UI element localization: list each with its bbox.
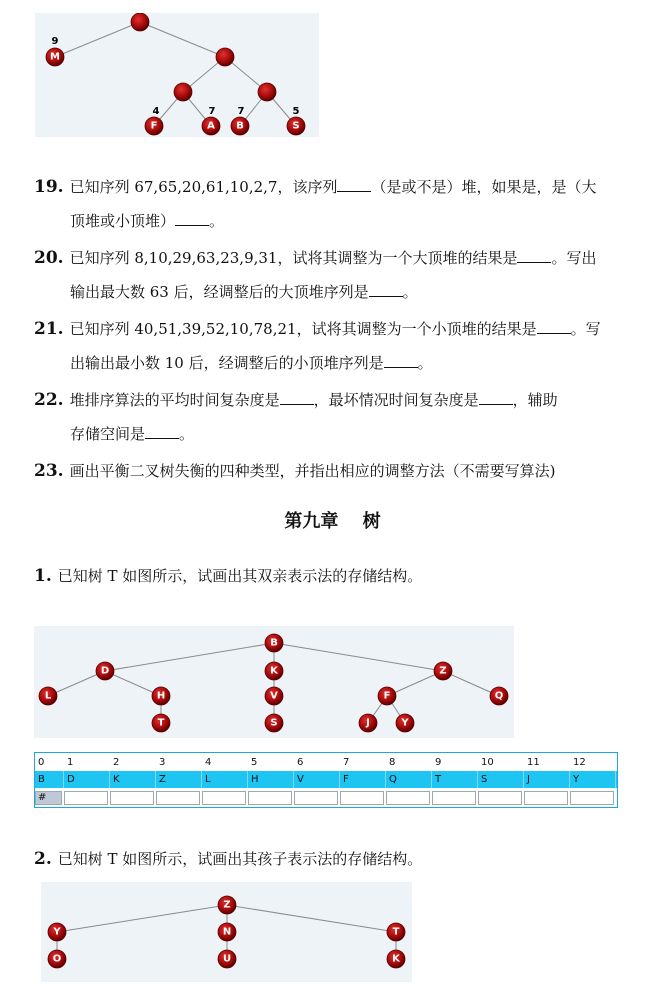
question-text: 画出平衡二叉树失衡的四种类型，并指出相应的调整方法（不需要写算法) (69, 462, 556, 480)
parent-input-cell[interactable] (478, 791, 522, 805)
answer-blank (145, 424, 179, 439)
heap-node-a-num: 7 (208, 106, 216, 117)
question-text: 。 (209, 212, 225, 230)
heap-node-m-label: M (50, 51, 60, 63)
question-number: 23. (34, 461, 64, 481)
tree1-node-f-label: F (383, 690, 391, 702)
tree-figure-2-svg (41, 882, 412, 982)
array-data-cell: Y (570, 771, 616, 788)
parent-input-cell[interactable] (386, 791, 430, 805)
chapter-title: 第九章 树 (284, 511, 381, 532)
ch9-question-1 (34, 559, 624, 593)
heap-figure-svg (35, 13, 319, 137)
tree1-node-v-label: V (270, 690, 278, 702)
tree2-node-o-label: O (52, 953, 62, 965)
question-text: 已知序列 67,65,20,61,10,2,7，该序列 (69, 178, 338, 196)
parent-input-cell[interactable] (156, 791, 200, 805)
parent-cell-root: # (35, 791, 62, 805)
array-index: 4 (205, 757, 212, 768)
array-index: 0 (38, 757, 45, 768)
array-data-cell: B (35, 771, 64, 788)
question-text: 。写 (570, 320, 601, 338)
array-index: 9 (435, 757, 442, 768)
tree-figure-1-svg (34, 626, 514, 738)
heap-node-b-num: 7 (237, 106, 245, 117)
question-text: 存储空间是 (70, 425, 146, 443)
array-data-cell: H (248, 771, 294, 788)
array-index: 11 (527, 757, 540, 768)
question-text: 堆排序算法的平均时间复杂度是 (69, 391, 280, 409)
array-index: 1 (67, 757, 74, 768)
answer-blank (479, 390, 513, 405)
heap-node-f-num: 4 (152, 106, 160, 117)
parent-input-cell[interactable] (248, 791, 292, 805)
heap-node-rl (174, 83, 192, 101)
tree-figure-1 (34, 626, 514, 738)
answer-blank (175, 211, 209, 226)
array-data-cell: F (340, 771, 386, 788)
tree1-node-k-label: K (270, 665, 278, 677)
array-data-cell: L (202, 771, 248, 788)
array-data-cell: T (432, 771, 478, 788)
heap-node-f-label: F (150, 120, 158, 132)
parent-input-cell[interactable] (524, 791, 568, 805)
question-text: 已知树 T 如图所示，试画出其双亲表示法的存储结构。 (57, 567, 423, 585)
question-text: 出输出最小数 10 后，经调整后的小顶堆序列是 (70, 354, 384, 372)
answer-blank (537, 319, 571, 334)
array-data-cell: J (524, 771, 570, 788)
question-text: 顶堆或小顶堆） (70, 212, 176, 230)
array-data-cell: S (478, 771, 524, 788)
array-index: 8 (389, 757, 396, 768)
array-index: 5 (251, 757, 258, 768)
tree1-node-j-label: J (366, 717, 370, 729)
ch9-question-2 (34, 842, 624, 876)
heap-root-node (131, 13, 149, 31)
tree1-node-d-label: D (100, 665, 110, 677)
parent-input-cell[interactable] (202, 791, 246, 805)
question-text: 。 (417, 354, 433, 372)
array-data-cell: Z (156, 771, 202, 788)
tree1-node-h-label: H (156, 690, 166, 702)
question-text: 已知序列 8,10,29,63,23,9,31，试将其调整为一个大顶堆的结果是 (69, 249, 518, 267)
question-text: 已知序列 40,51,39,52,10,78,21，试将其调整为一个小顶堆的结果是 (69, 320, 537, 338)
array-index: 12 (573, 757, 586, 768)
tree2-node-n-label: N (222, 926, 232, 938)
heap-node-s-label: S (292, 120, 300, 132)
question-20 (34, 241, 624, 309)
question-number: 1. (34, 566, 52, 586)
question-text: 已知树 T 如图所示，试画出其孩子表示法的存储结构。 (57, 850, 423, 868)
array-data-cell: V (294, 771, 340, 788)
tree2-node-z-label: Z (223, 899, 231, 911)
parent-input-cell[interactable] (570, 791, 614, 805)
array-index: 7 (343, 757, 350, 768)
tree-figure-2 (41, 882, 412, 982)
answer-blank (384, 353, 418, 368)
tree1-node-q-label: Q (494, 690, 504, 702)
question-19 (34, 170, 624, 238)
question-23 (34, 454, 624, 488)
question-text: 。 (402, 283, 418, 301)
parent-input-cell[interactable] (432, 791, 476, 805)
answer-blank (369, 282, 403, 297)
tree2-node-u-label: U (222, 953, 232, 965)
array-index: 10 (481, 757, 494, 768)
array-data-cell: K (110, 771, 156, 788)
question-22 (34, 383, 624, 451)
question-number: 20. (34, 248, 64, 268)
question-number: 2. (34, 849, 52, 869)
question-text: 输出最大数 63 后，经调整后的大顶堆序列是 (70, 283, 369, 301)
array-index: 2 (113, 757, 120, 768)
tree1-node-b-label: B (270, 637, 278, 649)
heap-node-s-num: 5 (292, 106, 300, 117)
tree2-node-y-label: Y (53, 926, 61, 938)
tree1-node-z-label: Z (439, 665, 447, 677)
question-number: 21. (34, 319, 64, 339)
answer-blank (280, 390, 314, 405)
question-number: 19. (34, 177, 64, 197)
heap-node-m-num: 9 (51, 36, 59, 47)
tree1-node-l-label: L (44, 690, 52, 702)
tree1-node-s-label: S (270, 717, 278, 729)
tree2-node-k-label: K (392, 953, 400, 965)
parent-array-table (34, 752, 618, 808)
array-data-cell: Q (386, 771, 432, 788)
question-text: ，辅助 (512, 391, 558, 409)
question-text: 。 (179, 425, 195, 443)
tree1-node-t-label: T (157, 717, 165, 729)
array-parent-row (35, 790, 617, 806)
parent-input-cell[interactable] (294, 791, 338, 805)
heap-node-b-label: B (236, 120, 244, 132)
array-data-cell: D (64, 771, 110, 788)
array-index-row (35, 755, 617, 770)
array-index: 3 (159, 757, 166, 768)
array-data-row (35, 771, 617, 788)
tree1-node-y-label: Y (401, 717, 409, 729)
question-text: 。写出 (551, 249, 597, 267)
heap-figure (35, 13, 319, 137)
tree2-node-t-label: T (392, 926, 400, 938)
question-number: 22. (34, 390, 64, 410)
array-index: 6 (297, 757, 304, 768)
answer-blank (337, 177, 371, 192)
question-21 (34, 312, 624, 380)
heap-node-right (216, 48, 234, 66)
heap-node-a-label: A (207, 120, 215, 132)
question-text: （是或不是）堆，如果是，是（大 (371, 178, 597, 196)
parent-input-cell[interactable] (110, 791, 154, 805)
heap-node-rr (258, 83, 276, 101)
answer-blank (517, 248, 551, 263)
parent-input-cell[interactable] (64, 791, 108, 805)
parent-input-cell[interactable] (340, 791, 384, 805)
question-text: ，最坏情况时间复杂度是 (313, 391, 479, 409)
